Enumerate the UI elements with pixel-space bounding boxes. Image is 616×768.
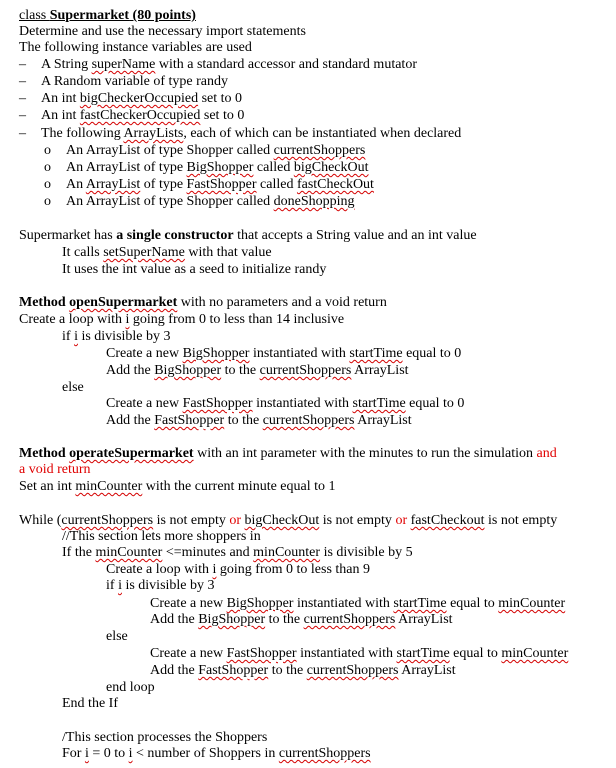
open-new-fast-shopper: Create a new FastShopper instantiated with startTime equal to 0 [106,396,465,411]
method-open-heading: Method openSupermarket with no parameters and a void return [19,295,387,310]
operate-set-mincounter: Set an int minCounter with the current minute equal to 1 [19,479,336,494]
operate-comment-2: /This section processes the Shoppers [62,730,268,745]
constructor-step-2: It uses the int value as a seed to initialize randy [62,262,327,277]
operate-if2-line: if i is divisible by 3 [106,578,215,593]
class-heading: class Supermarket (80 points) [19,8,196,23]
operate-else-line: else [106,629,128,644]
operate-end-if: End the If [62,696,118,711]
operate-while-line: While (currentShoppers is not empty or bigCheckOut is not empty or fastCheckout is not empty [19,513,558,528]
intro-line-2: The following instance variables are used [19,40,252,55]
var-item-fast-checker: – An int fastCheckerOccupied set to 0 [19,108,245,123]
open-if-line: if i is divisible by 3 [62,329,171,344]
list-item-done-shopping: o An ArrayList of type Shopper called doneShopping [44,194,355,209]
open-loop-line: Create a loop with i going from 0 to less than 14 inclusive [19,312,345,327]
var-item-arraylists: – The following ArrayLists, each of which can be instantiated when declared [19,126,462,141]
list-item-fast-checkout: o An ArrayList of type FastShopper called fastCheckOut [44,177,374,192]
operate-new-big-shopper: Create a new BigShopper instantiated with startTime equal to minCounter [150,596,566,611]
var-item-randy: – A Random variable of type randy [19,74,229,89]
method-operate-heading-cont: a void return [19,462,91,477]
list-item-current-shoppers: o An ArrayList of type Shopper called currentShoppers [44,143,366,158]
operate-if-line: If the minCounter <=minutes and minCounter is divisible by 5 [62,545,413,560]
operate-comment-1: //This section lets more shoppers in [62,529,261,544]
open-new-big-shopper: Create a new BigShopper instantiated with startTime equal to 0 [106,346,462,361]
operate-add-fast-shopper: Add the FastShopper to the currentShoppers ArrayList [150,663,456,678]
operate-end-loop: end loop [106,680,155,695]
operate-loop-line: Create a loop with i going from 0 to less than 9 [106,562,371,577]
open-add-big-shopper: Add the BigShopper to the currentShoppers ArrayList [106,363,409,378]
operate-add-big-shopper: Add the BigShopper to the currentShoppers ArrayList [150,612,453,627]
method-operate-heading: Method operateSupermarket with an int parameter with the minutes to run the simulation and [19,446,557,461]
intro-line-1: Determine and use the necessary import statements [19,24,306,39]
constructor-description: Supermarket has a single constructor that accepts a String value and an int value [19,228,477,243]
open-add-fast-shopper: Add the FastShopper to the currentShoppers ArrayList [106,413,412,428]
var-item-supername: – A String superName with a standard accessor and standard mutator [19,57,417,72]
operate-for-line: For i = 0 to i < number of Shoppers in currentShoppers [62,746,371,761]
var-item-big-checker: – An int bigCheckerOccupied set to 0 [19,91,243,106]
open-else-line: else [62,380,84,395]
list-item-big-checkout: o An ArrayList of type BigShopper called bigCheckOut [44,160,369,175]
operate-new-fast-shopper: Create a new FastShopper instantiated with startTime equal to minCounter [150,646,569,661]
constructor-step-1: It calls setSuperName with that value [62,245,272,260]
